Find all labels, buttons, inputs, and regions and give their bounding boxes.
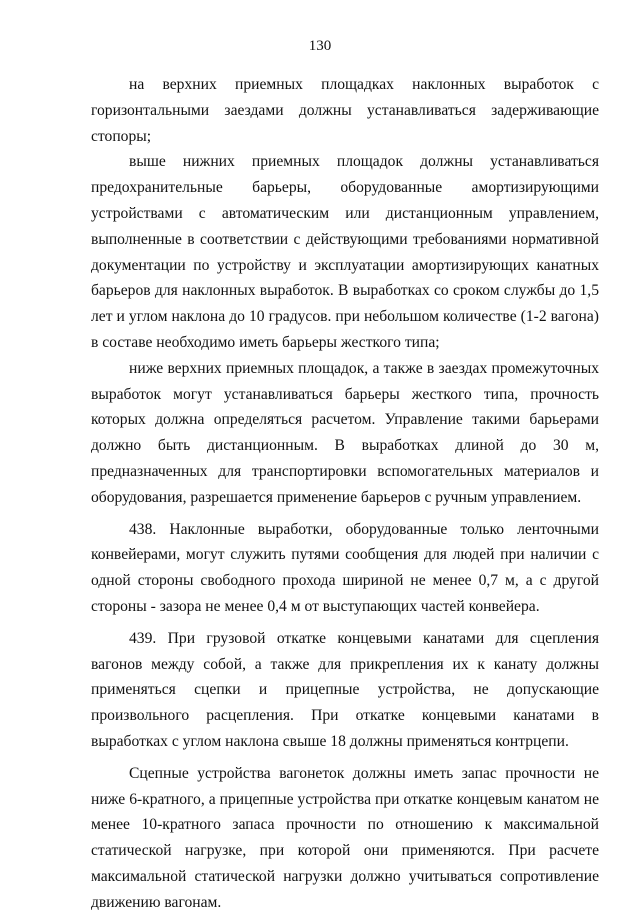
paragraph-section-439: 439. При грузовой откатке концевыми канатами для сцепления вагонов между собой, а также для прикрепления их к канату должны применяться сцепки и прицепные устройства, не допускающие произвольного расцепления. При откатке концевыми канатами в выработках с углом наклона свыше 18 должны применяться контрцепи. [91,629,599,750]
paragraph-upper-stoppers: на верхних приемных площадках наклонных выработок с горизонтальными заездами должны устанавливаться задерживающие стопоры; [91,76,599,145]
body-text [91,72,599,916]
paragraph-section-438: 438. Наклонные выработки, оборудованные только ленточными конвейерами, могут служить путями сообщения для людей при наличии с одной стороны свободного прохода шириной не менее 0,7 м, а с другой стороны - зазора не менее 0,4 м от выступающих частей конвейера. [91,520,599,615]
paragraph-rigid-barriers: ниже верхних приемных площадок, а также в заездах промежуточных выработок могут устанавливаться барьеры жесткого типа, прочность которых должна определяться расчетом. Управление такими барьерами должно быть дистанционным. В выработках длиной до 30 м, предназначенных для транспортировки вспомогательных материалов и оборудования, разрешается применение барьеров с ручным управлением. [91,359,599,506]
page-number: 130 [308,38,332,54]
paragraph-couplings-strength: Сцепные устройства вагонеток должны иметь запас прочности не ниже 6-кратного, а прицепные устройства при откатке концевым канатом не менее 10-кратного запаса прочности по отношению к максимальной статической нагрузке, при которой они применяются. При расчете максимальной статической нагрузки должно учитываться сопротивление движению вагонам. [91,764,599,911]
paragraph-lower-barriers: выше нижних приемных площадок должны устанавливаться предохранительные барьеры, оборудованные амортизирующими устройствами с автоматическим или дистанционным управлением, выполненные в соответствии с действующими требованиями нормативной документации по устройству и эксплуатации амортизирующих канатных барьеров для наклонных выработок. В выработках со сроком службы до 1,5 лет и углом наклона до 10 градусов. при небольшом количестве (1-2 вагона) в составе необходимо иметь барьеры жесткого типа; [91,153,599,351]
